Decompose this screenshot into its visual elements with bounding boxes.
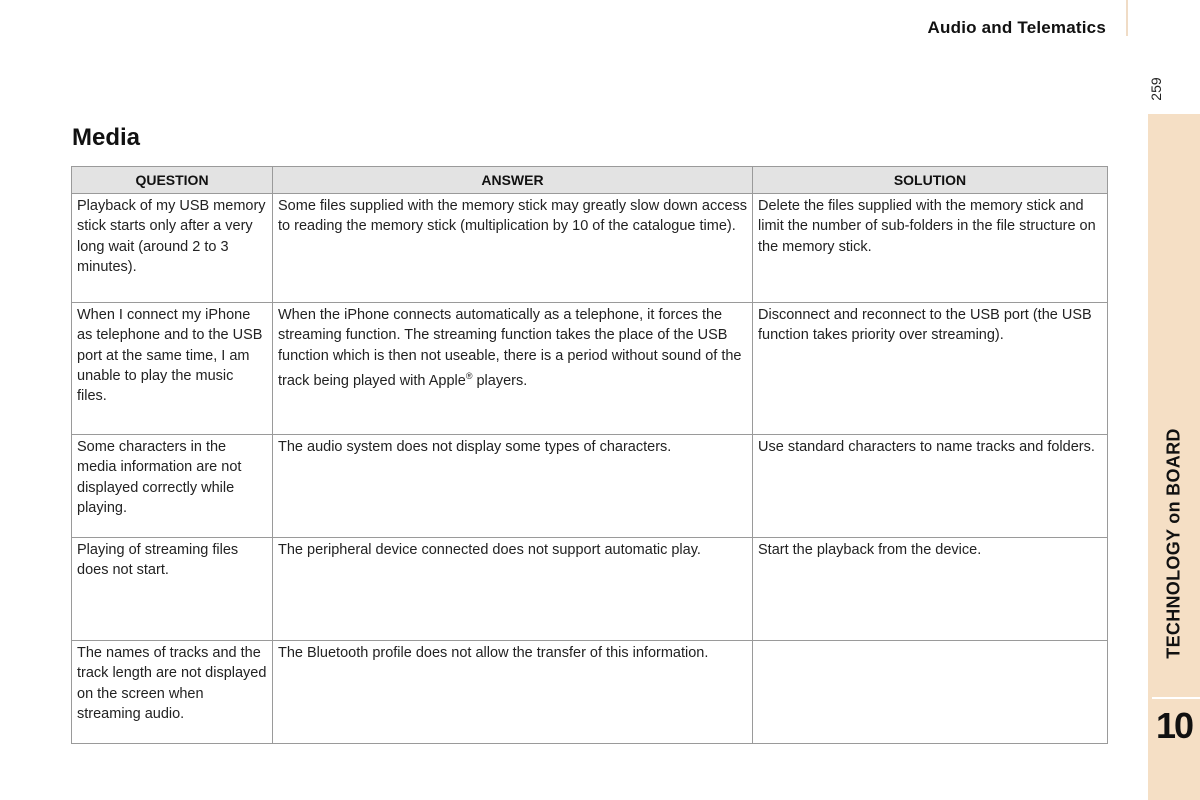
question-cell: Playback of my USB memory stick starts only after a very long wait (around 2 to 3 minutes). bbox=[72, 194, 273, 303]
question-cell: Playing of streaming files does not start. bbox=[72, 538, 273, 641]
table-row bbox=[72, 435, 1108, 538]
chapter-tab-label bbox=[1148, 398, 1200, 688]
answer-cell bbox=[273, 303, 753, 435]
troubleshooting-table bbox=[71, 166, 1108, 744]
column-header-solution: SOLUTION bbox=[753, 167, 1108, 194]
solution-cell: Disconnect and reconnect to the USB port (the USB function takes priority over streaming). bbox=[753, 303, 1108, 435]
solution-cell: Delete the files supplied with the memory stick and limit the number of sub-folders in the file structure on the memory stick. bbox=[753, 194, 1108, 303]
table-row bbox=[72, 538, 1108, 641]
chapter-tab-divider bbox=[1152, 697, 1200, 699]
answer-cell: The peripheral device connected does not support automatic play. bbox=[273, 538, 753, 641]
table-row bbox=[72, 303, 1108, 435]
registered-mark: ® bbox=[465, 370, 473, 381]
section-header: Audio and Telematics bbox=[927, 18, 1106, 37]
header-divider bbox=[1126, 0, 1128, 36]
column-header-question: QUESTION bbox=[72, 167, 273, 194]
answer-cell: Some files supplied with the memory stick may greatly slow down access to reading the memory stick (multiplication by 10 of the catalogue time). bbox=[273, 194, 753, 303]
answer-cell: The Bluetooth profile does not allow the transfer of this information. bbox=[273, 641, 753, 744]
answer-text-end: players. bbox=[472, 372, 528, 389]
answer-cell: The audio system does not display some types of characters. bbox=[273, 435, 753, 538]
question-cell: The names of tracks and the track length are not displayed on the screen when streaming audio. bbox=[72, 641, 273, 744]
answer-text: When the iPhone connects automatically as a telephone, it forces the streaming function. The streaming function takes the place of the USB function which is then not useable, there is a period without sound of the track being played with Apple bbox=[278, 307, 742, 389]
table-header-row bbox=[72, 167, 1108, 194]
page-number: 259 bbox=[1148, 77, 1164, 101]
page-title: Media bbox=[72, 124, 141, 151]
question-cell: Some characters in the media information are not displayed correctly while playing. bbox=[72, 435, 273, 538]
solution-cell bbox=[753, 641, 1108, 744]
chapter-tab-text: TECHNOLOGY on BOARD bbox=[1163, 427, 1184, 659]
column-header-answer: ANSWER bbox=[273, 167, 753, 194]
table-row bbox=[72, 641, 1108, 744]
table-row bbox=[72, 194, 1108, 303]
solution-cell: Use standard characters to name tracks and folders. bbox=[753, 435, 1108, 538]
chapter-number: 10 bbox=[1155, 705, 1193, 746]
solution-cell: Start the playback from the device. bbox=[753, 538, 1108, 641]
question-cell: When I connect my iPhone as telephone and to the USB port at the same time, I am unable to play the music files. bbox=[72, 303, 273, 435]
